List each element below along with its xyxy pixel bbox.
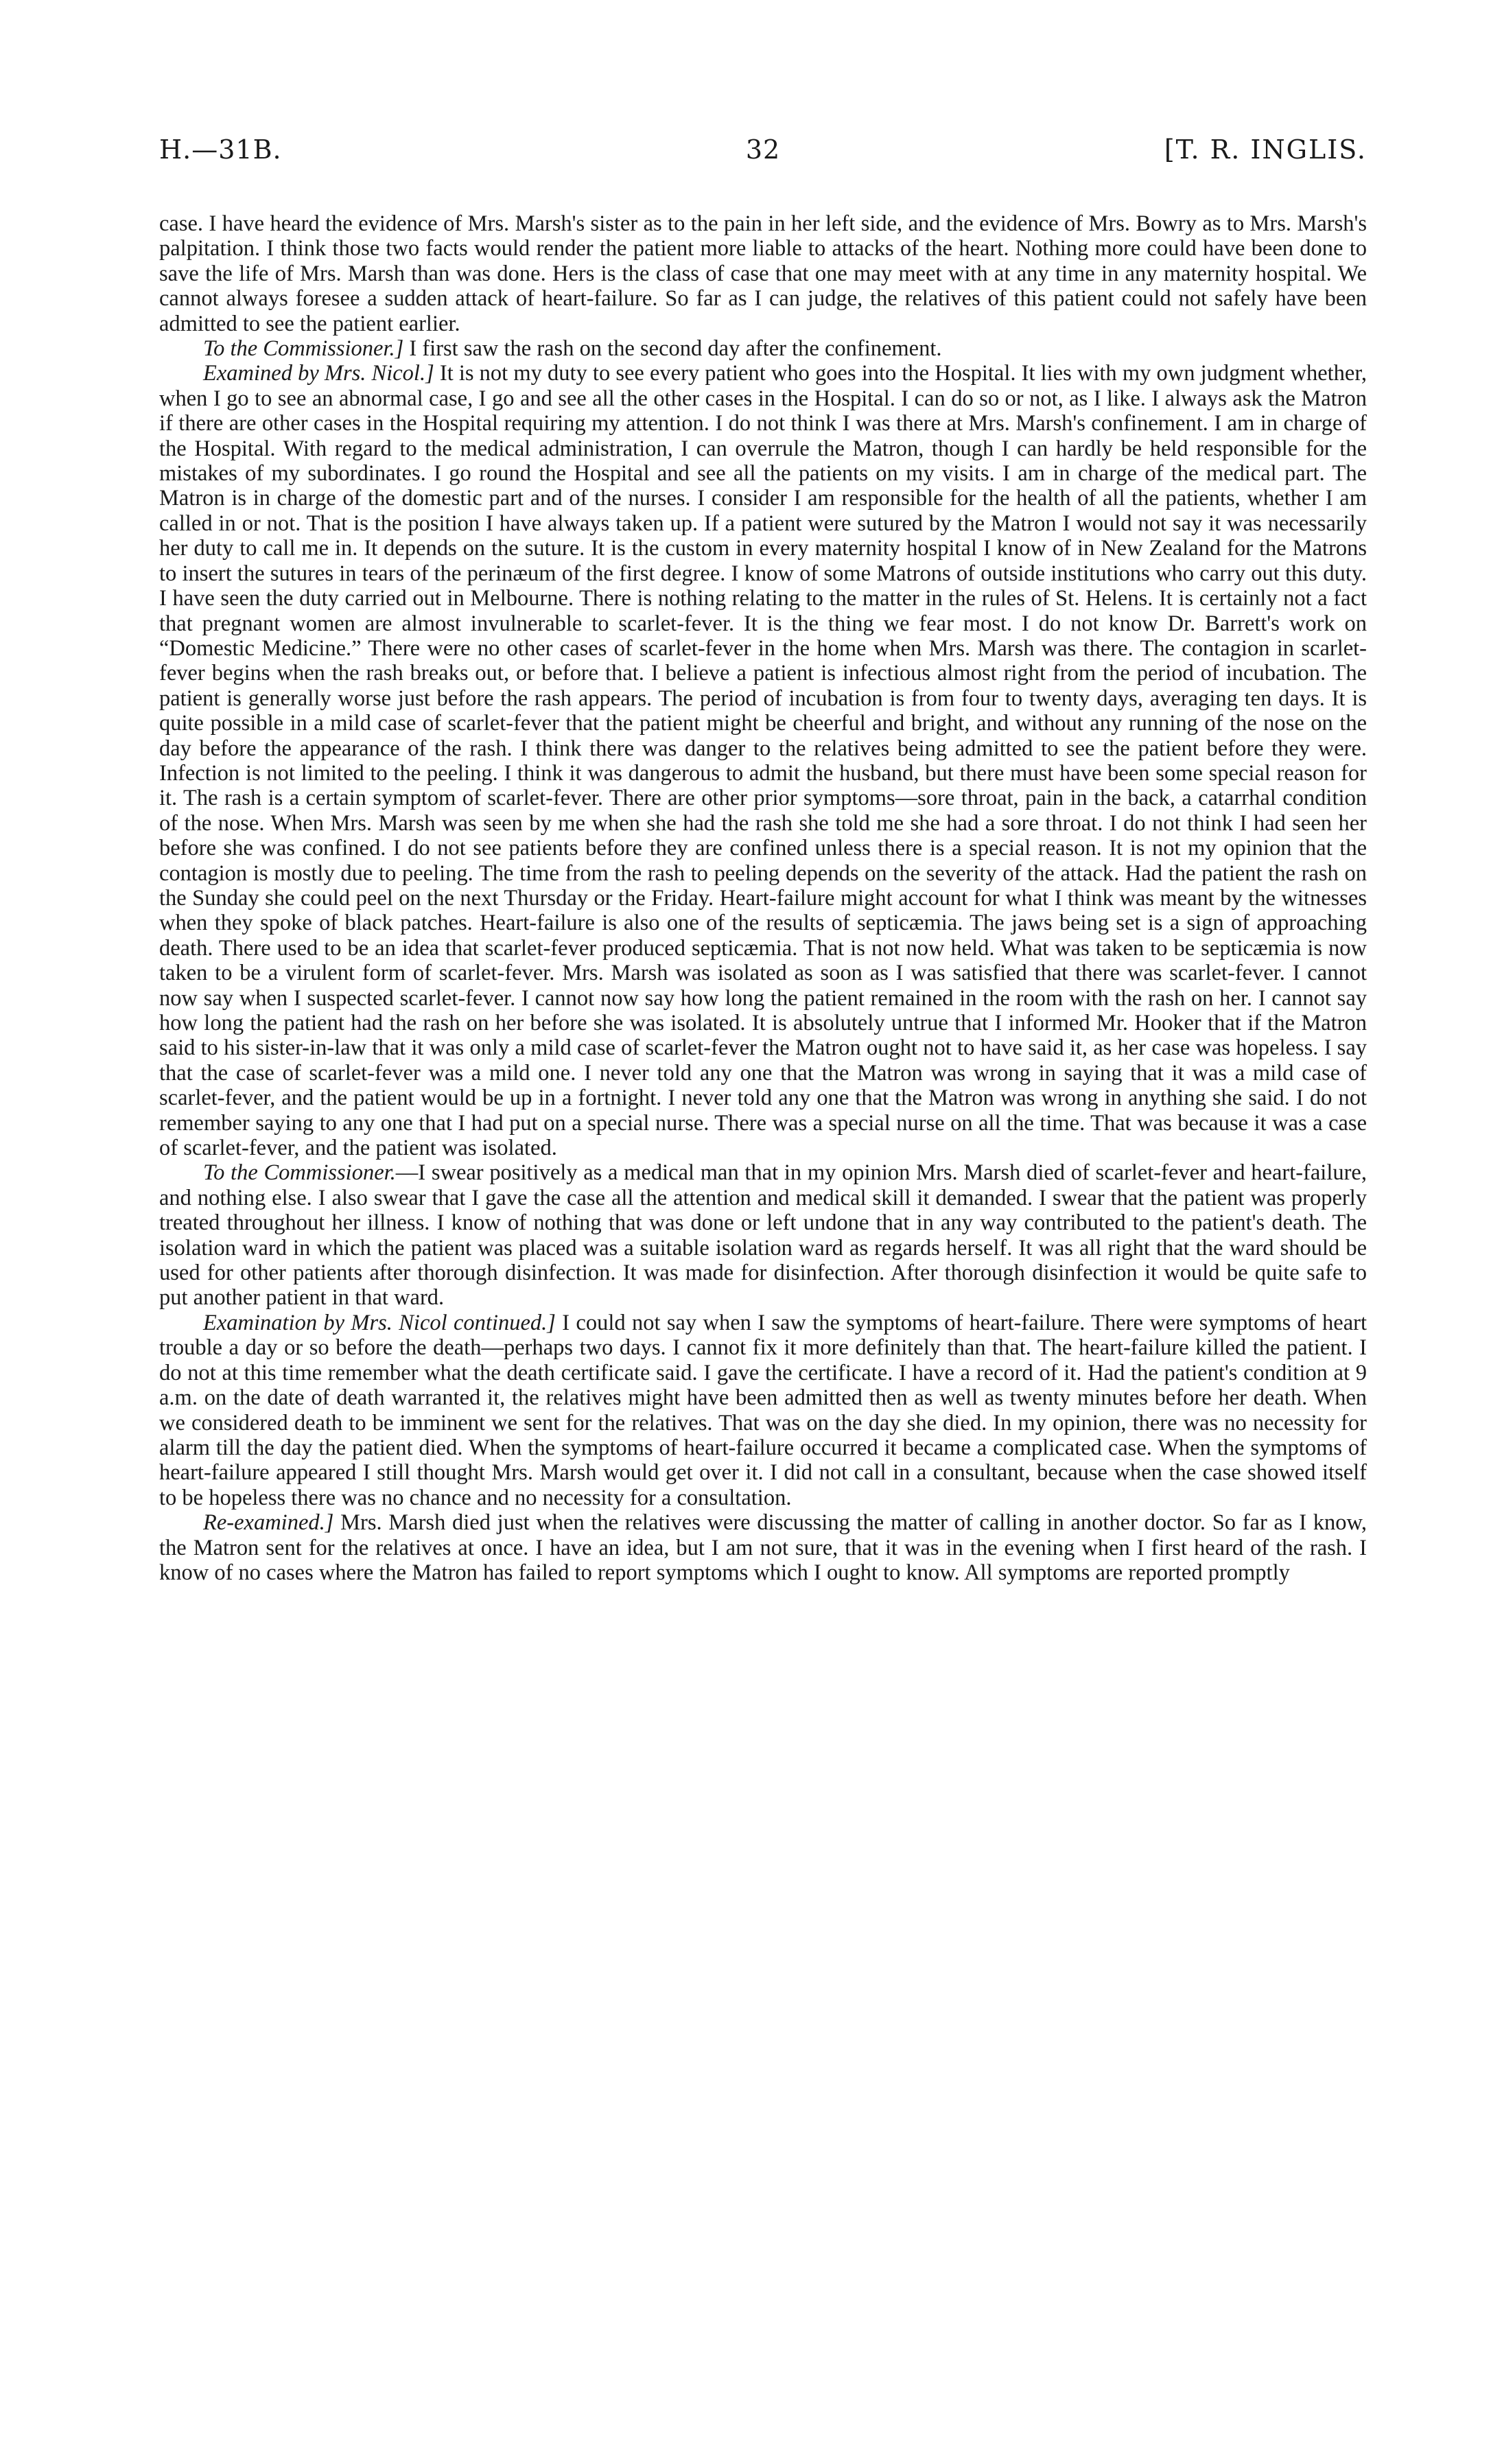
paper-reference: H.—31B. [159,134,282,165]
paragraph-text: case. I have heard the evidence of Mrs. Marsh's sister as to the pain in her left side, and the evidence of Mrs. Bowry as to Mrs. Marsh's palpitation. I think those two facts would render the patient more liable to attacks of the heart. Nothing more could have been done to save the life of Mrs. Marsh than was done. Hers is the class of case that one may meet with at any time in any maternity hospital. We cannot always foresee a sudden attack of heart-failure. So far as I can judge, the relatives of this patient could not safely have been admitted to see the patient earlier. [159,211,1367,336]
paragraph-commissioner-question [159,336,1367,361]
paragraph-commissioner-statement [159,1160,1367,1310]
paragraph-continuation [159,211,1367,336]
paragraph-examined-by-nicol [159,361,1367,1160]
speaker-lead: Re-examined.] [203,1510,334,1536]
paragraph-examination-continued [159,1311,1367,1510]
paragraph-text: Mrs. Marsh died just when the relatives were discussing the matter of calling in another doctor. So far as I know, the Matron sent for the relatives at once. I have an idea, but I am not sure, that it was in the evening when I first heard of the rash. I know of no cases where the Matron has failed to report symptoms which I ought to know. All symptoms are reported promptly [159,1510,1367,1585]
page-number: 32 [745,134,781,165]
speaker-lead: Examination by Mrs. Nicol continued.] [203,1310,556,1335]
page-header [159,134,1367,183]
paragraph-text: It is not my duty to see every patient who goes into the Hospital. It lies with my own judgment whether, when I go to see an abnormal case, I go and see all the other cases in the Hospital. I can do so or not, as I like. I always ask the Matron if there are other cases in the Hospital requiring my attention. I do not think I was there at Mrs. Marsh's confinement. I am in charge of the Hospital. With regard to the medical administration, I can overrule the Matron, though I can hardly be held responsible for the mistakes of my subordinates. I go round the Hospital and see all the patients on my visits. I am in charge of the medical part. The Matron is in charge of the domestic part and of the nurses. I consider I am responsible for the health of all the patients, whether I am called in or not. That is the position I have always taken up. If a patient were sutured by the Matron I would not say it was necessarily her duty to call me in. It depends on the suture. It is the custom in every maternity hospital I know of in New Zealand for the Matrons to insert the sutures in tears of the perinæum of the first degree. I know of some Matrons of outside institutions who carry out this duty. I have seen the duty carried out in Melbourne. There is nothing relating to the matter in the rules of St. Helens. It is certainly not a fact that pregnant women are almost invulnerable to scarlet-fever. It is the thing we fear most. I do not know Dr. Barrett's work on “Domestic Medicine.” There were no other cases of scarlet-fever in the home when Mrs. Marsh was there. The contagion in scarlet-fever begins when the rash breaks out, or before that. I believe a patient is infectious almost right from the period of incubation. The patient is generally worse just before the rash appears. The period of incubation is from four to twenty days, averaging ten days. It is quite possible in a mild case of scarlet-fever that the patient might be cheerful and bright, and without any running of the nose on the day before the appearance of the rash. I think there was danger to the relatives being admitted to see the patient before they were. Infection is not limited to the peeling. I think it was dangerous to admit the husband, but there must have been some special reason for it. The rash is a certain symptom of scarlet-fever. There are other prior symptoms—sore throat, pain in the back, a catarrhal condition of the nose. When Mrs. Marsh was seen by me when she had the rash she told me she had a sore throat. I do not think I had seen her before she was confined. I do not see patients before they are confined unless there is a special reason. It is not my opinion that the contagion is mostly due to peeling. The time from the rash to peeling depends on the severity of the attack. Had the patient the rash on the Sunday she could peel on the next Thursday or the Friday. Heart-failure might account for what I think was meant by the witnesses when they spoke of black patches. Heart-failure is also one of the results of septicæmia. The jaws being set is a sign of approaching death. There used to be an idea that scarlet-fever produced septicæmia. That is not now held. What was taken to be septicæmia is now taken to be a virulent form of scarlet-fever. Mrs. Marsh was isolated as soon as I was satisfied that there was scarlet-fever. I cannot now say when I suspected scarlet-fever. I cannot now say how long the patient remained in the room with the rash on her. I cannot say how long the patient had the rash on her before she was isolated. It is absolutely untrue that I informed Mr. Hooker that if the Matron said to his sister-in-law that it was only a mild case of scarlet-fever the Matron ought not to have said it, as her case was hopeless. I say that the case of scarlet-fever was a mild one. I never told any one that the Matron was wrong in saying that it was a mild case of scarlet-fever, and the patient would be up in a fortnight. I never told any one that the Matron was wrong in anything she said. I do not remember saying to any one that I had put on a special nurse. There was a special nurse on all the time. That was because it was a case of scarlet-fever, and the patient was isolated. [159,361,1367,1161]
body-text [159,211,1367,1585]
witness-name: [T. R. INGLIS. [1164,134,1367,165]
paragraph-text: I first saw the rash on the second day after the confinement. [403,336,942,362]
paragraph-text: I could not say when I saw the symptoms of heart-failure. There were symptoms of heart trouble a day or so before the death—perhaps two days. I cannot fix it more definitely than that. The heart-failure killed the patient. I do not at this time remember what the death certificate said. I gave the certificate. I have a record of it. Had the patient's condition at 9 a.m. on the date of death warranted it, the relatives might have been admitted then as well as twenty minutes before her death. When we considered death to be imminent we sent for the relatives. That was on the day she died. In my opinion, there was no necessity for alarm till the day the patient died. When the symptoms of heart-failure occurred it became a complicated case. When the symptoms of heart-failure appeared I still thought Mrs. Marsh would get over it. I did not call in a consultant, because when the case showed itself to be hopeless there was no chance and no necessity for a consultation. [159,1310,1367,1510]
paragraph-re-examined [159,1510,1367,1585]
paragraph-text: —I swear positively as a medical man that in my opinion Mrs. Marsh died of scarlet-fever and heart-failure, and nothing else. I also swear that I gave the case all the attention and medical skill it demanded. I swear that the patient was properly treated throughout her illness. I know of nothing that was done or left undone that in any way contributed to the patient's death. The isolation ward in which the patient was placed was a suitable isolation ward as regards herself. It was all right that the ward should be used for other patients after thorough disinfection. It was made for disinfection. After thorough disinfection it would be quite safe to put another patient in that ward. [159,1160,1367,1311]
document-page [159,134,1367,1585]
speaker-lead: To the Commissioner.] [203,336,404,362]
speaker-lead: Examined by Mrs. Nicol.] [203,361,434,386]
speaker-lead: To the Commissioner. [203,1160,396,1186]
